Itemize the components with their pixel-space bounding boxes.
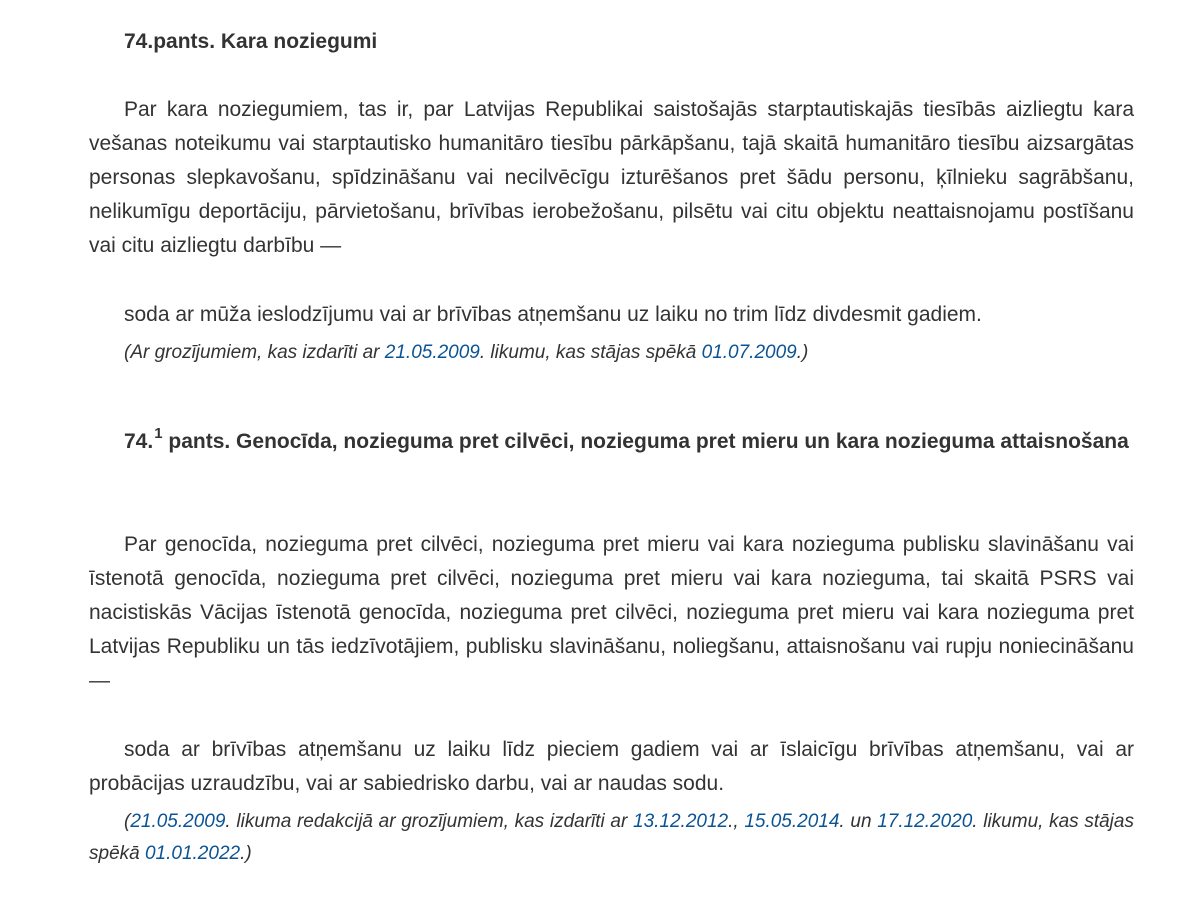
article-74-1-heading <box>89 425 1134 459</box>
article-74-body-text: Par kara noziegumiem, tas ir, par Latvijas Republikai saistošajās starptautiskajās tiesībās aizliegtu kara vešanas noteikumu vai starptautisko humanitāro tiesību pārkāpšanu, tajā skaitā humanitāro tiesību aizsargātas personas slepkavošanu, spīdzināšanu vai necilvēcīgu izturēšanos pret šādu personu, ķīlnieku sagrābšanu, nelikumīgu deportāciju, pārvietošanu, brīvības ierobežošanu, pilsētu vai citu objektu neattaisnojamu postīšanu vai citu aizliegtu darbību — <box>89 98 1134 257</box>
article-74-1-sanction <box>89 733 1134 801</box>
article-74-amendment-note <box>89 337 1134 369</box>
article-74-sanction <box>89 298 1134 332</box>
amendment-date-link[interactable]: 13.12.2012 <box>633 811 729 832</box>
amendment-date-link[interactable]: 17.12.2020 <box>877 811 973 832</box>
effective-date-link[interactable]: 01.07.2009 <box>701 342 797 363</box>
amendment-date-link[interactable]: 15.05.2014 <box>744 811 840 832</box>
article-number: 74. <box>124 430 154 453</box>
law-date-link[interactable]: 21.05.2009 <box>130 811 226 832</box>
article-74-1-body-text: Par genocīda, nozieguma pret cilvēci, nozieguma pret mieru vai kara nozieguma publisku slavināšanu vai īstenotā genocīda, nozieguma pret cilvēci, nozieguma pret mieru vai kara nozieguma, tai skaitā PSRS vai nacistiskās Vācijas īstenotā genocīda, nozieguma pret cilvēci, nozieguma pret mieru vai kara nozieguma pret Latvijas Republiku un tās iedzīvotājiem, publisku slavināšanu, noliegšanu, attaisnošanu vai rupju noniecināšanu — <box>89 533 1134 692</box>
article-74-1-sanction-text: soda ar brīvības atņemšanu uz laiku līdz pieciem gadiem vai ar īslaicīgu brīvības atņemšanu, vai ar probācijas uzraudzību, vai ar sabiedrisko darbu, vai ar naudas sodu. <box>89 738 1134 795</box>
note-text: . likumu, kas stājas spēkā <box>89 811 1134 864</box>
article-74-1-amendment-note <box>89 806 1134 870</box>
note-text: . likuma redakcijā ar grozījumiem, kas izdarīti ar <box>225 811 633 832</box>
note-text: .) <box>796 342 809 363</box>
note-text: . likumu, kas stājas spēkā <box>479 342 702 363</box>
note-text: (Ar grozījumiem, kas izdarīti ar <box>124 342 385 363</box>
note-text: . un <box>839 811 878 832</box>
article-superscript: 1 <box>154 425 163 442</box>
note-text: ( <box>124 811 131 832</box>
article-74-1-heading-text: pants. Genocīda, nozieguma pret cilvēci, nozieguma pret mieru un kara nozieguma attaisnošana <box>162 430 1129 453</box>
article-74-body <box>89 93 1134 263</box>
note-text: .) <box>240 843 252 864</box>
note-text: ., <box>728 811 745 832</box>
law-date-link[interactable]: 21.05.2009 <box>384 342 480 363</box>
article-74-heading-text: 74.pants. Kara noziegumi <box>124 30 378 53</box>
article-74-heading <box>89 25 1134 59</box>
article-74-sanction-text: soda ar mūža ieslodzījumu vai ar brīvības atņemšanu uz laiku no trim līdz divdesmit gadiem. <box>124 303 982 326</box>
effective-date-link[interactable]: 01.01.2022 <box>144 843 241 864</box>
article-74-1-body <box>89 528 1134 698</box>
